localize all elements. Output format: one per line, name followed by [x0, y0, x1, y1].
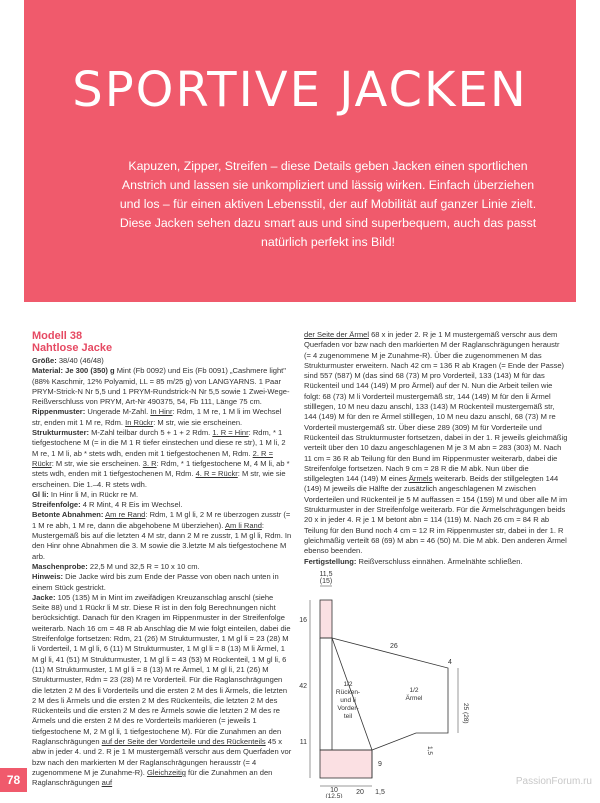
dim-bottom-b: 20	[356, 789, 364, 796]
header-banner	[24, 0, 576, 302]
front-label-5: teil	[343, 713, 353, 720]
right-column	[304, 330, 568, 567]
intro-text: Kapuzen, Zipper, Streifen – diese Details geben Jacken einen sportlichen Anstrich und lassen sie unkompliziert und lässig wirken. Einfach überziehen und los – für einen aktiven Lebensstil, der auf Mobilität auf ganzer Linie zielt. Diese Jacken sehen dazu smart aus und sind superbequem, auch das passt natürlich perfekt ins Bild!	[119, 159, 537, 249]
collar-shape	[320, 600, 332, 638]
model-label: Modell 38	[32, 330, 83, 342]
band-shape	[320, 750, 372, 778]
structure-pattern: Strukturmuster: M-Zahl teilbar durch 5 + 1 + 2 Rdm. 1. R = Hinr: Rdm, * 1 tiefgestochene M (= in die M 1 R tiefer einstechen und diese re str), 1 M li, 2 M re, 1 M li, ab * stets wdh, enden mit 1 tiefgestochenen M, Rdm. 2. R = Rückr: M str, wie sie erscheinen. 3. R: Rdm, * 1 tiefgestochene M, 4 M li, ab * stets wdh, enden mit 1 tiefgestochenen M, Rdm. 4. R = Rückr: M str, wie sie erscheinen. Die 1.–4. R stets wdh.	[32, 428, 290, 489]
gauge-line: Maschenprobe: 22,5 M und 32,5 R = 10 x 10 cm.	[32, 561, 200, 571]
schematic-diagram	[298, 568, 478, 798]
front-label-3: und li	[340, 697, 356, 704]
front-label-1: 1/2	[343, 681, 353, 688]
stockinette-line: Gl li: In Hinr li M, in Rückr re M.	[32, 489, 139, 499]
size-line: Größe: 38/40 (46/48)	[32, 356, 104, 365]
stripe-line: Streifenfolge: 4 R Mint, 4 R Eis im Wechsel.	[32, 500, 183, 510]
finishing-line: Fertigstellung: Reißverschluss einnähen. Ärmelnähte schließen.	[304, 556, 523, 566]
sleeve-label-2: Ärmel	[405, 695, 423, 702]
watermark: PassionForum.ru	[515, 776, 592, 787]
left-column	[32, 330, 292, 788]
dim-cuff: 1,5	[426, 746, 433, 756]
dim-collar: 16	[299, 617, 307, 624]
material-line: Material: Je 300 (350) g Mint (Fb 0092) und Eis (Fb 0091) „Cashmere light" (88% Kaschmir, 12% Polyamid, LL = 85 m/25 g) von LANGYARNS. 1 Paar PRYM-Strick-N Nr 5,5 und 1 PRYM-Rundstrick-N Nr 5,5 sowie 1 Zwei-Wege-Reißverschluss von PRYM, Art-Nr 490375, 54, Fb 111, Länge 75 cm.	[32, 366, 290, 407]
page-heading: SPORTIVE JACKEN	[72, 62, 528, 118]
dim-sleeve-side: 4	[448, 659, 452, 666]
dim-top: 11,5	[319, 571, 333, 578]
jacket-instructions: Jacke: 105 (135) M in Mint im zweifädigen Kreuzanschlag anschl (siehe Seite 88) und 1 Rückr li M str. Diese R ist in den folg Berechnungen nicht berücksichtigt. Danach für den Kragen im Rippenmuster in der Streifenfolge weiterarb. Nach 16 cm = 48 R ab Anschlag die M wie folgt einteilen, dabei die Streifenfolge fortsetzen: Rdm, 21 (26) M Strukturmuster, 1 M gl li = 23 (28) M li Vorderteil, 1 M gl li, 6 (11) M Strukturmuster, 1 M gl li = 8 (13) M li Ärmel, 1 M gl li, 41 (51) M Strukturmuster, 1 M gl li = 43 (53) M Rückenteil, 1 M gl li, 6 (11) M Strukturmuster, 1 M gl li = 8 (13) M re Ärmel, 1 M gl li, 21 (26) M Strukturmuster, Rdm = 23 (28) M re Vorderteil. Für die Raglanschrägungen die letzten 2 M des li Vorderteils und die ersten 2 M des li Ärmels, die letzten 2 M des li Ärmels und die ersten 2 M des Rückenteils, die letzten 2 M des Rückenteils und die ersten 2 M des re Ärmels sowie die letzten 2 M des re Ärmels und die ersten 2 M des re Vorderteils markieren (= jeweils 1 tiefgestochene M, 2 M gl li, 1 tiefgestochene M). Für die Zunahmen an den Raglanschrägungen auf der Seite der Vorderteile und des Rückenteils 45 x abw in jeder 4. und 2. R je 1 M mustergemäß verschr aus dem Querfaden vor bzw nach den markierten M der Raglanschrägungen herausstr (= 4 zugenommene M je Zunahme-R). Gleichzeitig für die Zunahmen an den Raglanschrägungen auf	[32, 592, 292, 788]
dim-body: 11	[299, 739, 307, 746]
dim-yoke: 42	[299, 683, 307, 690]
note-line: Hinweis: Die Jacke wird bis zum Ende der Passe von oben nach unten in einem Stück gestrickt.	[32, 572, 279, 592]
body-shape	[320, 638, 332, 750]
dim-band: 9	[378, 761, 382, 768]
dim-bottom-a: 10	[330, 787, 338, 794]
dim-bottom-a-alt: (12,5)	[325, 793, 343, 798]
jacket-instructions-cont: der Seite der Ärmel 68 x in jeder 2. R je 1 M mustergemäß verschr aus dem Querfaden vor bzw nach den markierten M der Raglanschrägungen heraustr (= 4 zugenommene M je Zunahme-R). Über die zugenommenen M das Strukturmuster erweitern. Nach 42 cm = 136 R ab Kragen (= Ende der Passe) sind 557 (587) M (das sind 68 (73) M pro Vorderteil, 133 (143) M für das Rückenteil und 144 (149) M pro Ärmel) auf der N. Nun die Arbeit teilen wie folgt: 68 (73) M li Vorderteil mustergemäß str, 144 (149) M für den li Ärmel stilllegen, 10 M neu dazu anschl, 133 (143) M Rückenteil mustergemäß str, 144 (149) M für den re Ärmel stilllegen, 10 M neu dazu anschl, 68 (73) M re Vorderteil mustergemäß str. Über diese 289 (309) M für Vorderteile und Rückenteil das Strukturmuster fortsetzen, dabei in der 1. R jeweils gleichmäßig verteilt über den 10 dazu angeschlagenen M je 3 M abn = 283 (303) M. Nach 11 cm = 36 R ab Teilung für den Bund im Rippenmuster weiterarb, dabei die Streifenfolge fortsetzen. Nach 9 cm = 28 R die M abk. Nun über die stillgelegten 144 (149) M eines Ärmels weiterarb. Beids der stillgelegten 144 (149) M jeweils die Hälfte der zusätzlich angeschlagenen M zwischen Vorderteilen und Rückenteil je 5 M auffassen = 154 (159) M und über alle M im Strukturmuster in der Streifenfolge weiterarb. Für die Ärmelschrägungen beids 20 x in jeder 4. R je 1 M betont abn = 114 (119) M. Nach 26 cm = 84 R ab Teilung für den Bund noch 4 cm = 12 R im Rippenmuster str, dabei in der 1. R gleichmäßig verteilt 68 (69) M abn = 46 (50) M. Die M abk. Den anderen Ärmel ebenso beenden.	[304, 330, 568, 556]
dim-sleeve-top: 26	[390, 643, 398, 650]
schematic-svg	[298, 568, 478, 798]
front-label-4: Vorder-	[337, 705, 359, 712]
rib-pattern: Rippenmuster: Ungerade M-Zahl. In Hinr: Rdm, 1 M re, 1 M li im Wechsel str, enden mit 1 M re, Rdm. In Rückr: M str, wie sie erscheinen.	[32, 407, 282, 427]
dim-bottom-c: 1,5	[375, 789, 385, 796]
sleeve-label-1: 1/2	[409, 687, 419, 694]
front-label-2: Rücken-	[335, 689, 361, 696]
model-title: Nahtlose Jacke	[32, 342, 113, 354]
dim-top-alt: (15)	[319, 578, 333, 585]
dim-sleeve-length: 25 (28)	[462, 703, 469, 724]
decrease-line: Betonte Abnahmen: Am re Rand: Rdm, 1 M gl li, 2 M re überzogen zusstr (= 1 M re abh, 1 M re, dann die abgehobene M überziehen). Am li Rand: Mustergemäß bis auf die letzten 4 M str, dann 2 M re zusstr, 1 M gl li, Rdm. In den Hinr ohne Abnahmen die 3. M sowie die 3.letzte M als tiefgestochene M arb.	[32, 510, 292, 561]
page-number: 78	[0, 768, 27, 792]
